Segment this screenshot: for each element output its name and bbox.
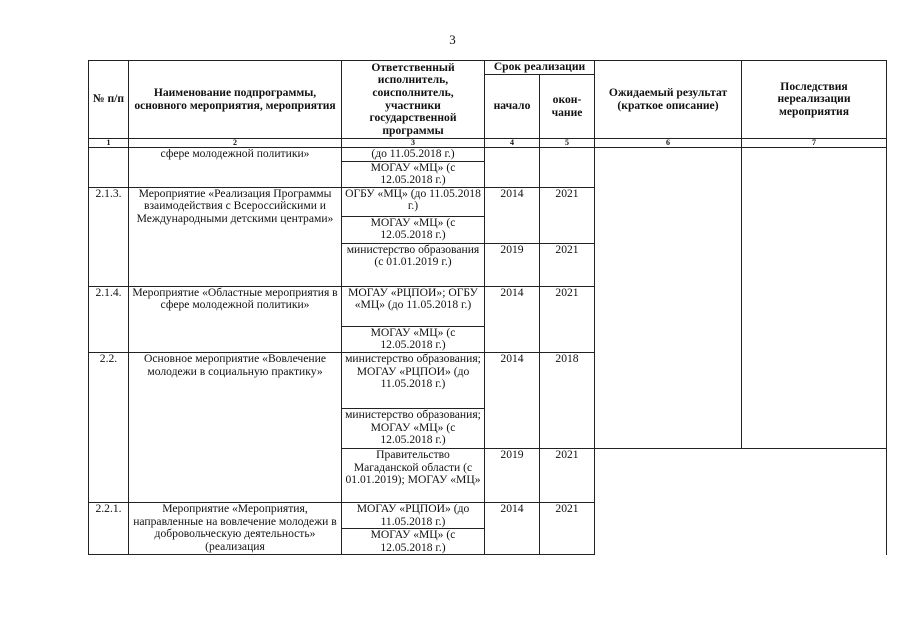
row-num: 2.2.1. [89,502,129,554]
header-responsible: Ответственный исполнитель, соисполнитель, участники государственной программы [342,61,485,139]
header-num: № п/п [89,61,129,139]
end-year: 2021 [540,502,595,554]
responsible-cell: министерство образования; МОГАУ «МЦ» (с 12.05.2018 г.) [342,408,485,448]
column-number: 2 [129,139,342,148]
responsible-cell: министерство образования (с 01.01.2019 г.) [342,243,485,286]
row-num: 2.2. [89,352,129,502]
header-period: Срок реализации [485,61,595,75]
column-number: 4 [485,139,540,148]
row-name: Основное мероприятие «Вовлечение молодежи в социальную практику» [129,352,342,502]
end-year: 2021 [540,286,595,352]
row-num: 2.1.4. [89,286,129,352]
responsible-cell: министерство образования; МОГАУ «РЦПОИ» (до 11.05.2018 г.) [342,352,485,408]
consequence-cell-empty [742,148,887,449]
row-name: Мероприятие «Реализация Программы взаимодействия с Всероссийскими и Международными детскими центрами» [129,187,342,286]
result-cell-empty [595,148,742,449]
column-number: 6 [595,139,742,148]
column-number: 1 [89,139,129,148]
header-name: Наименование подпрограммы, основного мероприятия, мероприятия [129,61,342,139]
responsible-cell: Правительство Магаданской области (с 01.01.2019); МОГАУ «МЦ» [342,448,485,502]
start-year: 2014 [485,502,540,554]
end-year: 2021 [540,448,595,502]
responsible-cell: МОГАУ «МЦ» (с 12.05.2018 г.) [342,216,485,243]
start-year: 2019 [485,448,540,502]
row-name: сфере молодежной политики» [129,148,342,188]
responsible-cell: ОГБУ «МЦ» (до 11.05.2018 г.) [342,187,485,216]
start-year: 2019 [485,243,540,286]
end-year: 2021 [540,243,595,286]
responsible-cell: МОГАУ «РЦПОИ»; ОГБУ «МЦ» (до 11.05.2018 г.) [342,286,485,326]
start-year: 2014 [485,187,540,243]
program-table [88,60,887,555]
start-year: 2014 [485,352,540,448]
header-start: начало [485,75,540,139]
responsible-cell: МОГАУ «РЦПОИ» (до 11.05.2018 г.) [342,502,485,528]
start-year [485,148,540,188]
table-row [89,502,887,528]
responsible-cell: (до 11.05.2018 г.) [342,148,485,162]
row-num-cell [89,148,129,188]
column-number: 3 [342,139,485,148]
end-year: 2021 [540,187,595,243]
header-result: Ожидаемый результат (краткое описание) [595,61,742,139]
header-end: окон-чание [540,75,595,139]
responsible-cell: МОГАУ «МЦ» (с 12.05.2018 г.) [342,326,485,352]
row-num: 2.1.3. [89,187,129,286]
row-name: Мероприятие «Мероприятия, направленные на вовлечение молодежи в добровольческую деятельность» (реализация [129,502,342,554]
end-year: 2018 [540,352,595,448]
row-name: Мероприятие «Областные мероприятия в сфере молодежной политики» [129,286,342,352]
responsible-cell: МОГАУ «МЦ» (с 12.05.2018 г.) [342,529,485,555]
table-row [89,148,887,162]
start-year: 2014 [485,286,540,352]
column-number: 5 [540,139,595,148]
column-number-row [89,139,887,148]
end-year [540,148,595,188]
responsible-cell: МОГАУ «МЦ» (с 12.05.2018 г.) [342,161,485,187]
page-number: 3 [449,32,456,47]
header-consequences: Последствия нереализации мероприятия [742,61,887,139]
column-number: 7 [742,139,887,148]
